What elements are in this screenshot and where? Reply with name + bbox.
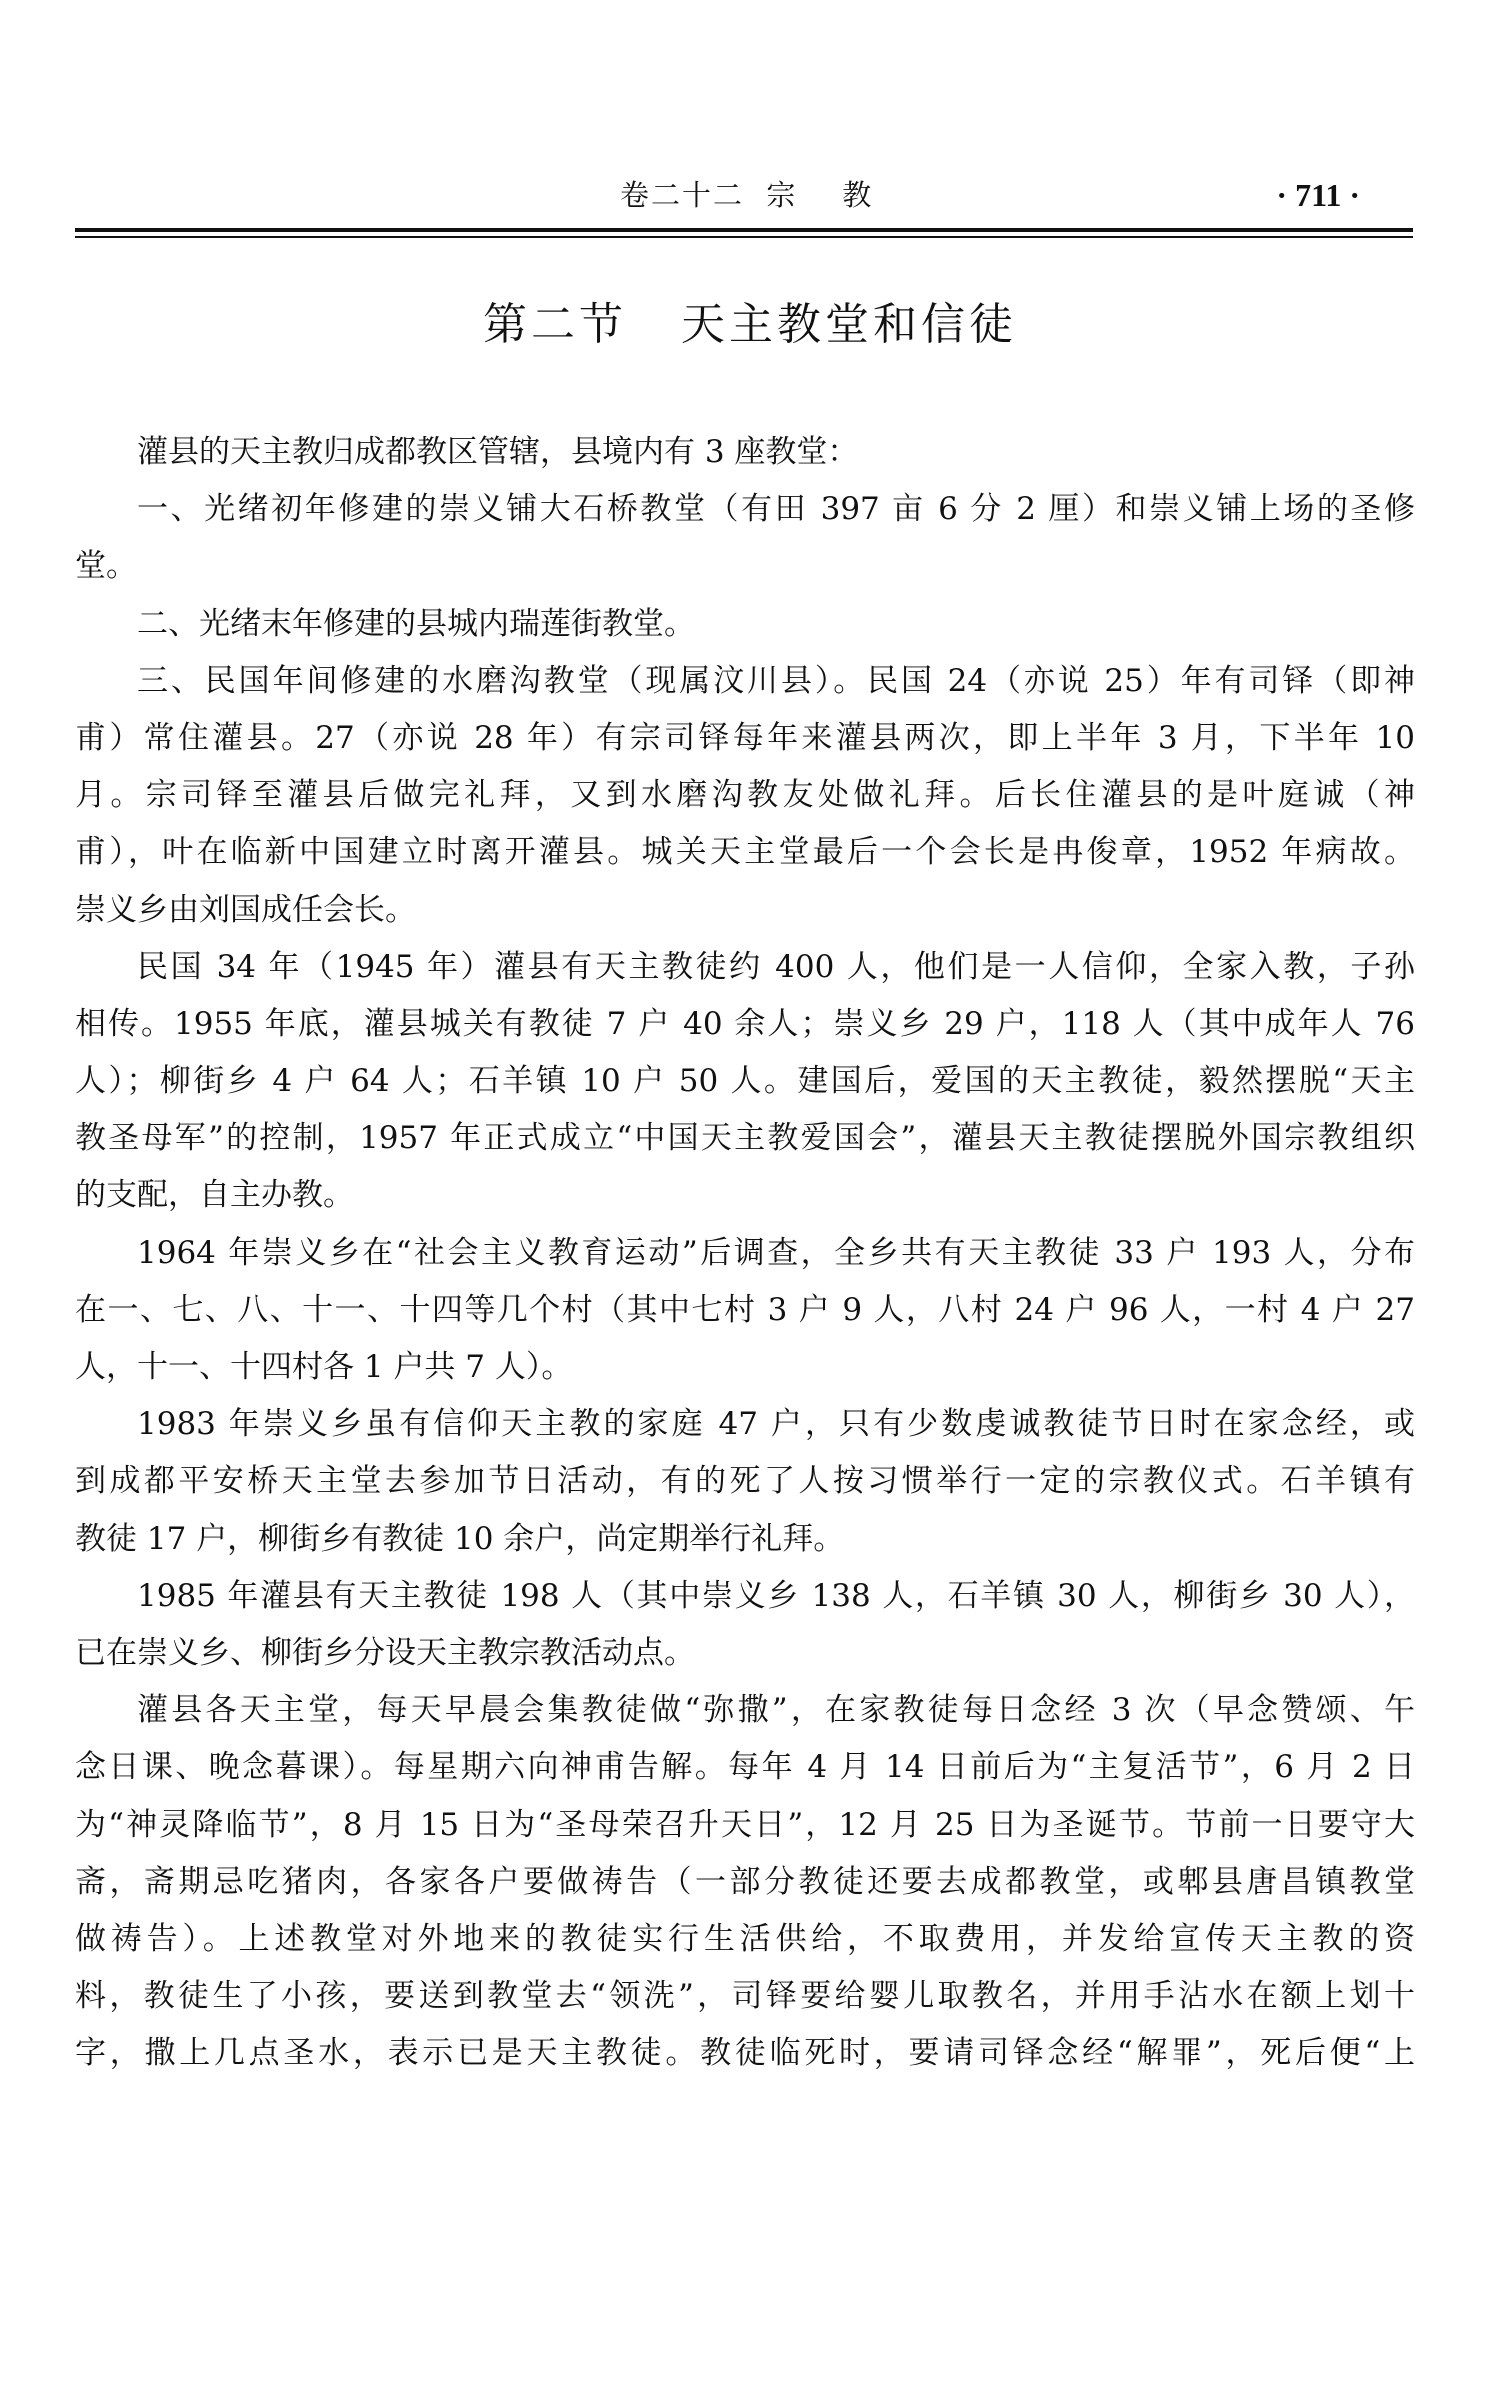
text-line: 甫）常住灌县。27（亦说 28 年）有宗司铎每年来灌县两次，即上半年 3 月，下半年 10 — [75, 719, 1415, 756]
text-line: 崇义乡由刘国成任会长。 — [75, 891, 416, 928]
page-number: · 711 · — [1276, 177, 1360, 213]
text-line: 二、光绪末年修建的县城内瑞莲街教堂。 — [137, 605, 695, 642]
text-line: 在一、七、八、十一、十四等几个村（其中七村 3 户 9 人，八村 24 户 96 人，一村 4 户 27 — [75, 1291, 1415, 1328]
text-line: 字，撒上几点圣水，表示已是天主教徒。教徒临死时，要请司铎念经“解罪”，死后便“上 — [75, 2035, 1415, 2072]
text-line: 已在崇义乡、柳街乡分设天主教宗教活动点。 — [75, 1634, 695, 1671]
text-line: 做祷告）。上述教堂对外地来的教徒实行生活供给，不取费用，并发给宣传天主教的资 — [75, 1920, 1415, 1957]
text-line: 相传。1955 年底，灌县城关有教徒 7 户 40 余人；崇义乡 29 户，118 人（其中成年人 76 — [75, 1005, 1415, 1042]
text-line: 民国 34 年（1945 年）灌县有天主教徒约 400 人，他们是一人信仰，全家入教，子孙 — [137, 948, 1415, 985]
text-line: 的支配，自主办教。 — [75, 1177, 354, 1214]
text-line: 灌县的天主教归成都教区管辖，县境内有 3 座教堂： — [137, 434, 859, 470]
running-header — [75, 170, 1415, 230]
text-line: 料，教徒生了小孩，要送到教堂去“领洗”，司铎要给婴儿取教名，并用手沾水在额上划十 — [75, 1978, 1415, 2015]
text-line: 灌县各天主堂，每天早晨会集教徒做“弥撒”，在家教徒每日念经 3 次（早念赞颂、午 — [137, 1692, 1415, 1729]
text-line: 到成都平安桥天主堂去参加节日活动，有的死了人按习惯举行一定的宗教仪式。石羊镇有 — [75, 1463, 1415, 1500]
text-line: 月。宗司铎至灌县后做完礼拜，又到水磨沟教友处做礼拜。后长住灌县的是叶庭诚（神 — [75, 777, 1415, 814]
text-line: 1964 年崇义乡在“社会主义教育运动”后调查，全乡共有天主教徒 33 户 193 人，分布 — [137, 1234, 1415, 1271]
text-line: 人）；柳街乡 4 户 64 人；石羊镇 10 户 50 人。建国后，爱国的天主教徒，毅然摆脱“天主 — [75, 1063, 1415, 1100]
text-line: 一、光绪初年修建的崇义铺大石桥教堂（有田 397 亩 6 分 2 厘）和崇义铺上场的圣修 — [137, 491, 1415, 528]
text-line: 人，十一、十四村各 1 户共 7 人）。 — [75, 1349, 573, 1385]
header-rule-thick — [75, 228, 1413, 232]
text-line: 堂。 — [75, 548, 137, 585]
header-rule-thin — [75, 236, 1413, 238]
text-line: 为“神灵降临节”，8 月 15 日为“圣母荣召升天日”，12 月 25 日为圣诞节。节前一日要守大 — [75, 1806, 1415, 1843]
text-line: 念日课、晚念暮课）。每星期六向神甫告解。每年 4 月 14 日前后为“主复活节”，6 月 2 日 — [75, 1749, 1415, 1786]
text-line: 1985 年灌县有天主教徒 198 人（其中崇义乡 138 人，石羊镇 30 人，柳街乡 30 人）， — [137, 1577, 1415, 1614]
text-line: 教圣母军”的控制，1957 年正式成立“中国天主教爱国会”，灌县天主教徒摆脱外国宗教组织 — [75, 1120, 1415, 1157]
section-title: 第二节 天主教堂和信徒 — [483, 299, 1017, 350]
text-line: 三、民国年间修建的水磨沟教堂（现属汶川县）。民国 24（亦说 25）年有司铎（即神 — [137, 662, 1415, 699]
text-line: 教徒 17 户，柳街乡有教徒 10 余户，尚定期举行礼拜。 — [75, 1520, 845, 1557]
text-line: 甫），叶在临新中国建立时离开灌县。城关天主堂最后一个会长是冉俊章，1952 年病故。 — [75, 834, 1415, 871]
text-line: 斋，斋期忌吃猪肉，各家各户要做祷告（一部分教徒还要去成都教堂，或郫县唐昌镇教堂 — [75, 1863, 1415, 1900]
body-text — [75, 424, 1415, 2082]
text-line: 1983 年崇义乡虽有信仰天主教的家庭 47 户，只有少数虔诚教徒节日时在家念经，或 — [137, 1406, 1415, 1443]
running-header-title: 卷二十二 宗 教 — [620, 178, 874, 212]
